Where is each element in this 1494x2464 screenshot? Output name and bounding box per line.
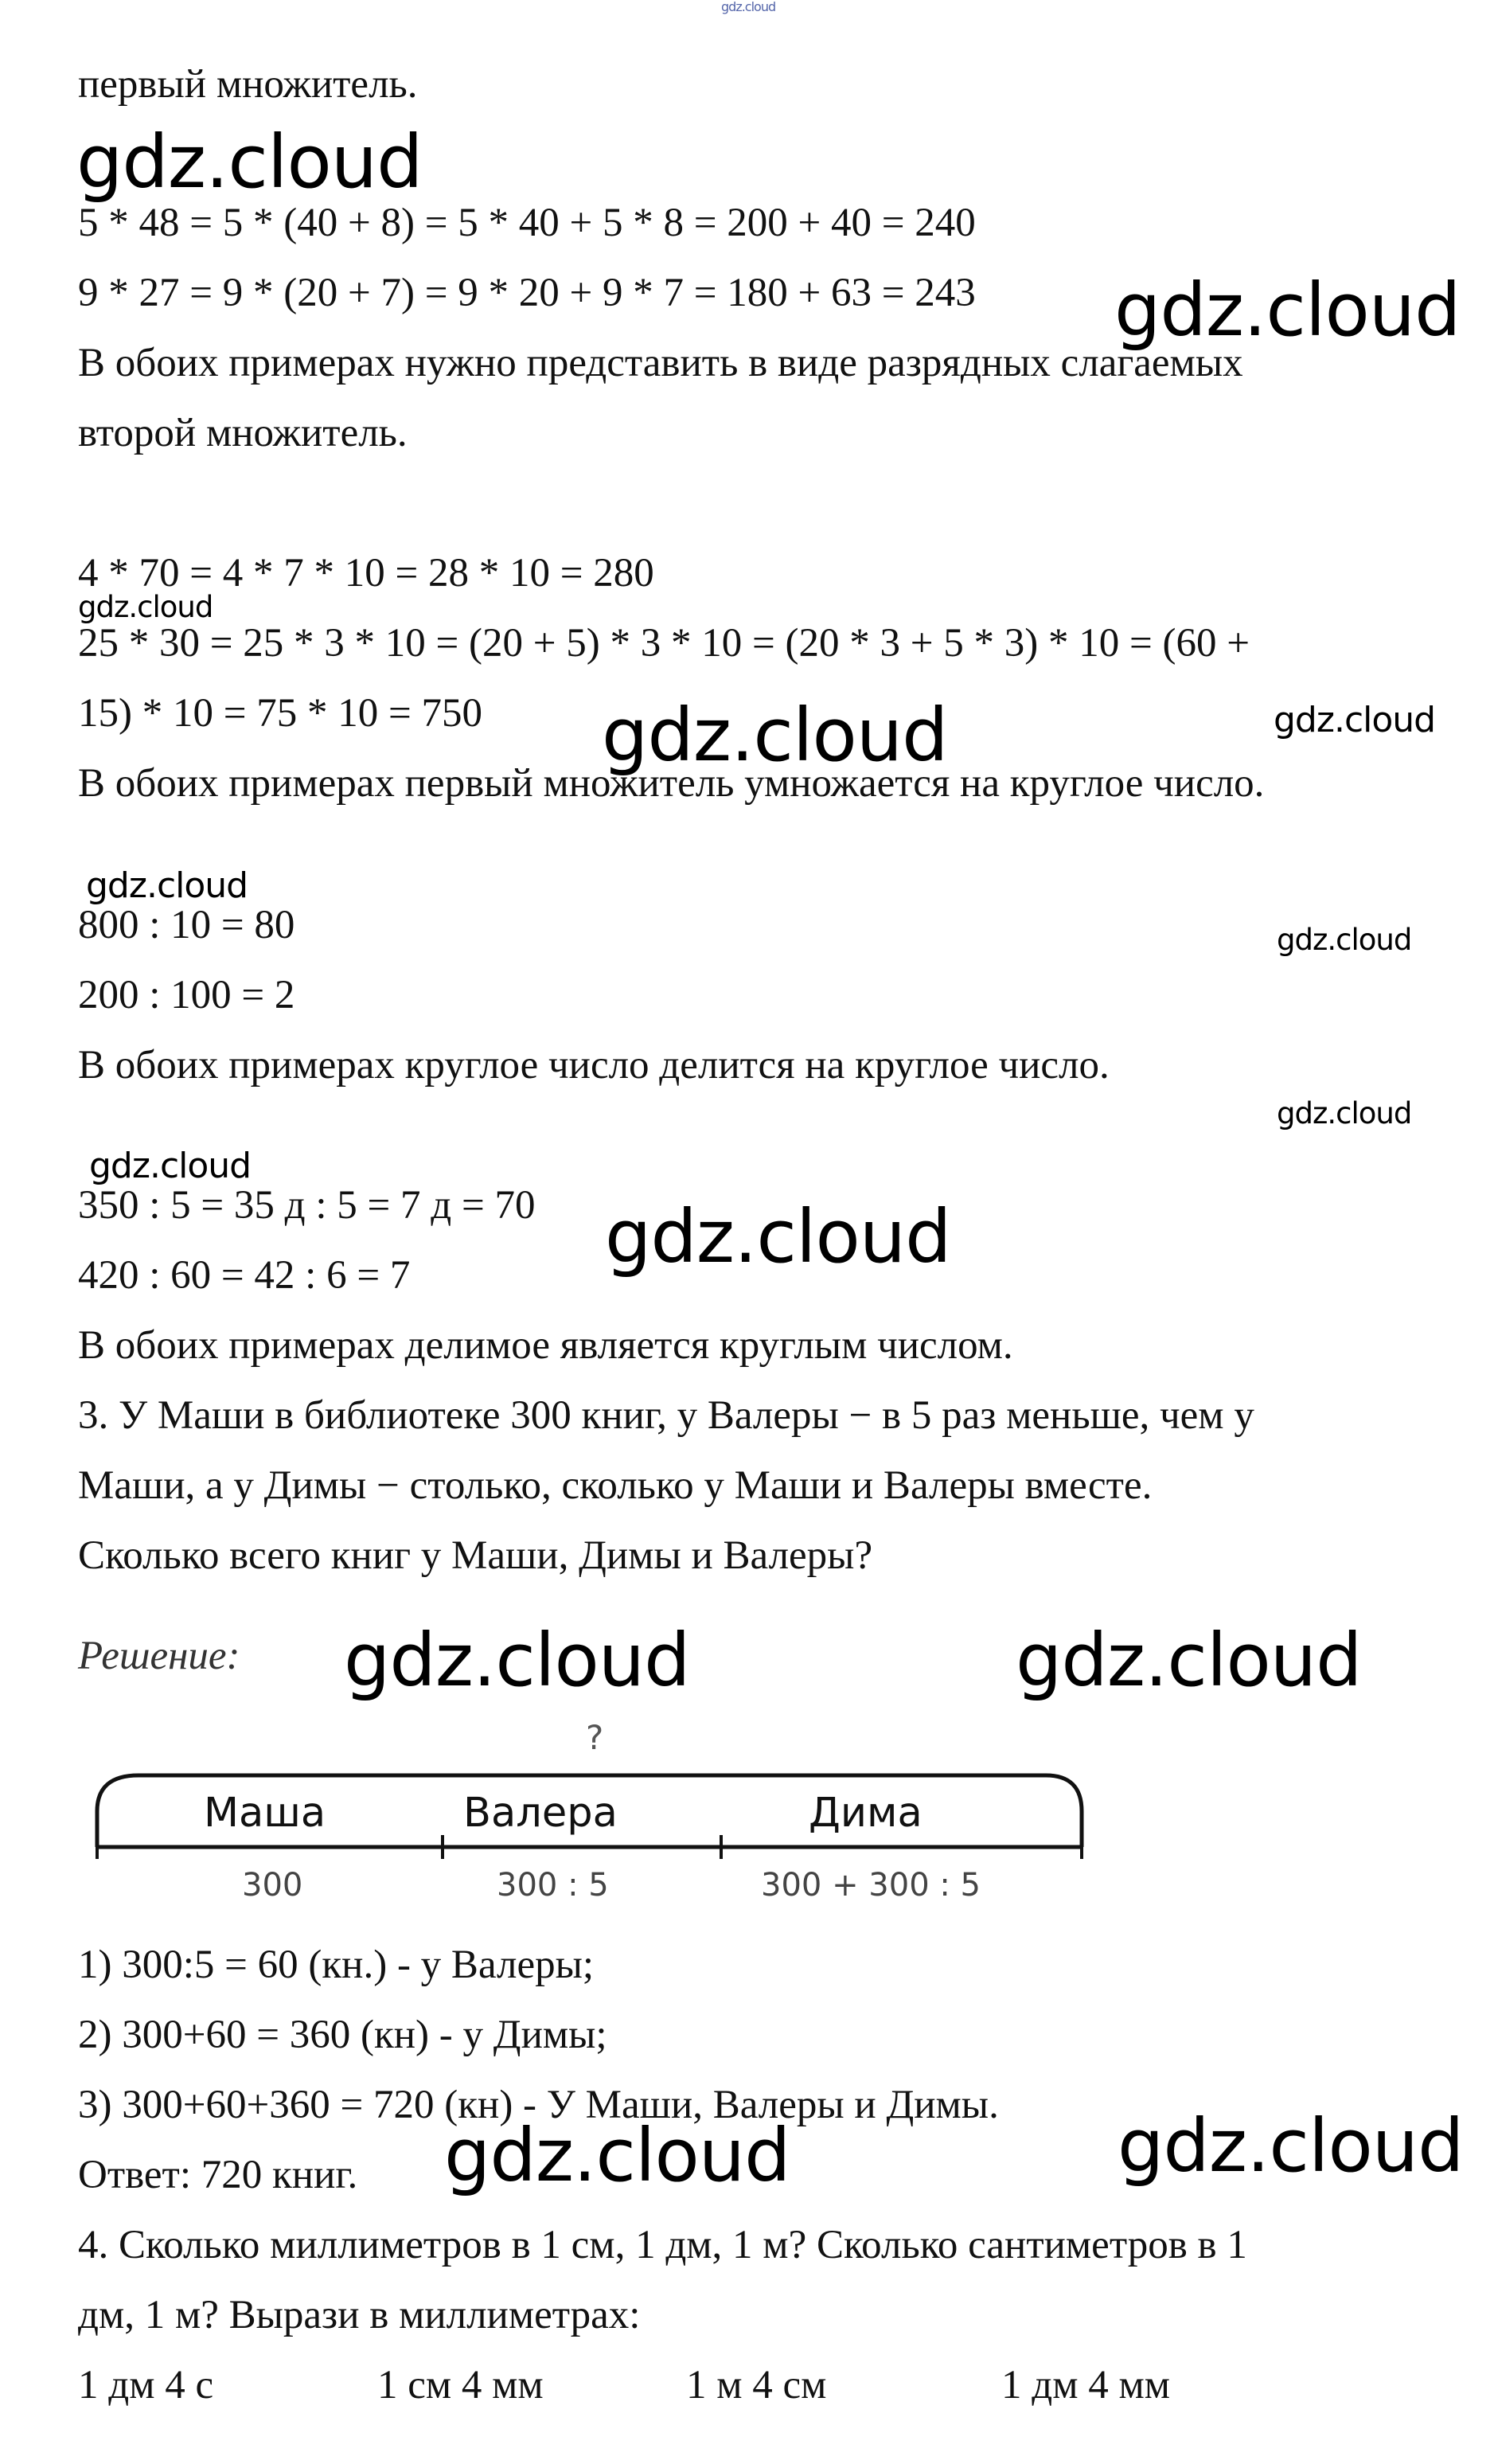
watermark: gdz.cloud bbox=[89, 1146, 252, 1186]
equation-line: 200 : 100 = 2 bbox=[78, 973, 295, 1017]
text-line: В обоих примерах первый множитель умножается на круглое число. bbox=[78, 761, 1265, 806]
conversion-item: 1 дм 4 мм bbox=[1001, 2363, 1171, 2407]
equation-line: 5 * 48 = 5 * (40 + 8) = 5 * 40 + 5 * 8 = 200 + 40 = 240 bbox=[78, 201, 976, 245]
diagram-value-dima: 300 + 300 : 5 bbox=[761, 1867, 981, 1904]
segment-diagram bbox=[83, 1720, 1102, 1927]
watermark: gdz.cloud bbox=[605, 1194, 951, 1279]
conversion-item: 1 см 4 мм bbox=[377, 2363, 544, 2407]
task-text: дм, 1 м? Вырази в миллиметрах: bbox=[78, 2293, 641, 2337]
watermark: gdz.cloud bbox=[602, 693, 948, 778]
solution-step: 3) 300+60+360 = 720 (кн) - У Маши, Валеры и Димы. bbox=[78, 2083, 999, 2127]
diagram-label-dima: Дима bbox=[809, 1790, 923, 1837]
equation-line: 350 : 5 = 35 д : 5 = 7 д = 70 bbox=[78, 1183, 536, 1228]
text-line: В обоих примерах нужно представить в виде разрядных слагаемых bbox=[78, 341, 1243, 385]
answer-line: Ответ: 720 книг. bbox=[78, 2153, 358, 2197]
conversion-item: 1 м 4 см bbox=[686, 2363, 827, 2407]
watermark: gdz.cloud bbox=[1274, 700, 1436, 740]
watermark: gdz.cloud bbox=[344, 1618, 690, 1703]
watermark: gdz.cloud bbox=[86, 865, 248, 906]
equation-line: 4 * 70 = 4 * 7 * 10 = 28 * 10 = 280 bbox=[78, 551, 654, 595]
equation-line: 800 : 10 = 80 bbox=[78, 903, 295, 947]
watermark: gdz.cloud bbox=[1118, 2103, 1464, 2189]
text-line: второй множитель. bbox=[78, 411, 408, 455]
watermark: gdz.cloud bbox=[444, 2113, 790, 2198]
equation-line: 9 * 27 = 9 * (20 + 7) = 9 * 20 + 9 * 7 = 180 + 63 = 243 bbox=[78, 271, 976, 315]
solution-step: 2) 300+60 = 360 (кн) - у Димы; bbox=[78, 2013, 607, 2057]
task-text: 4. Сколько миллиметров в 1 см, 1 дм, 1 м? Сколько сантиметров в 1 bbox=[78, 2223, 1247, 2267]
diagram-question: ? bbox=[586, 1718, 604, 1757]
watermark-top: gdz.cloud bbox=[721, 0, 776, 14]
equation-line: 25 * 30 = 25 * 3 * 10 = (20 + 5) * 3 * 10 = (20 * 3 + 5 * 3) * 10 = (60 + bbox=[78, 621, 1250, 666]
task-text: 3. У Маши в библиотеке 300 книг, у Валеры − в 5 раз меньше, чем у bbox=[78, 1393, 1254, 1438]
task-text: Сколько всего книг у Маши, Димы и Валеры? bbox=[78, 1533, 873, 1578]
solution-step: 1) 300:5 = 60 (кн.) - у Валеры; bbox=[78, 1943, 595, 1987]
watermark: gdz.cloud bbox=[78, 590, 213, 624]
watermark: gdz.cloud bbox=[1114, 267, 1461, 353]
text-line: В обоих примерах делимое является круглым числом. bbox=[78, 1323, 1013, 1368]
text-line: В обоих примерах круглое число делится на круглое число. bbox=[78, 1043, 1110, 1088]
task-text: Маши, а у Димы − столько, сколько у Маши и Валеры вместе. bbox=[78, 1463, 1153, 1508]
watermark: gdz.cloud bbox=[1016, 1618, 1362, 1703]
watermark: gdz.cloud bbox=[76, 119, 423, 205]
diagram-value-masha: 300 bbox=[242, 1867, 303, 1904]
solution-heading: Решение: bbox=[78, 1634, 240, 1678]
watermark: gdz.cloud bbox=[1277, 1096, 1412, 1130]
diagram-label-masha: Маша bbox=[204, 1790, 326, 1837]
diagram-label-valera: Валера bbox=[463, 1790, 618, 1837]
diagram-value-valera: 300 : 5 bbox=[497, 1867, 609, 1904]
text-line: первый множитель. bbox=[78, 62, 418, 107]
equation-line: 15) * 10 = 75 * 10 = 750 bbox=[78, 691, 483, 736]
equation-line: 420 : 60 = 42 : 6 = 7 bbox=[78, 1253, 411, 1298]
watermark: gdz.cloud bbox=[1277, 923, 1412, 957]
conversion-item: 1 дм 4 с bbox=[78, 2363, 214, 2407]
